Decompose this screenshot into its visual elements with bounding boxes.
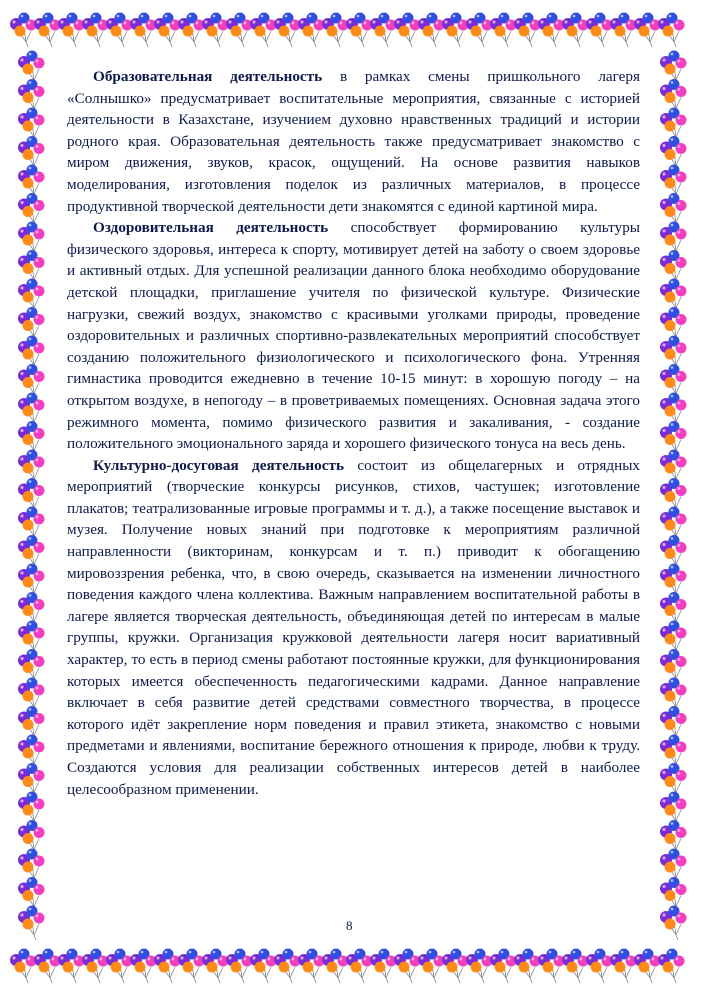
balloon-bunch-icon	[660, 906, 687, 941]
balloon-bunch-icon	[370, 949, 397, 984]
balloon-bunch-icon	[274, 13, 301, 48]
balloon-bunch-icon	[82, 13, 109, 48]
balloon-bunch-icon	[442, 13, 469, 48]
balloon-bunch-icon	[538, 13, 565, 48]
heading-educational: Образовательная деятельность	[93, 68, 323, 85]
balloon-bunch-icon	[586, 949, 613, 984]
heading-health: Оздоровительная деятельность	[93, 219, 329, 237]
balloon-bunch-icon	[586, 13, 613, 48]
balloon-bunch-icon	[34, 13, 61, 48]
balloon-bunch-icon	[10, 13, 37, 48]
balloon-bunch-icon	[466, 949, 493, 984]
balloon-bunch-icon	[370, 13, 397, 48]
balloon-bunch-icon	[10, 949, 37, 984]
balloon-bunch-icon	[442, 949, 469, 984]
balloon-bunch-icon	[658, 13, 685, 48]
balloon-bunch-icon	[610, 949, 637, 984]
balloon-bunch-icon	[634, 949, 661, 984]
paragraph-cultural-text: состоит из общелагерных и отрядных мероприятий (творческие конкурсы рисунков, стихов, частушек; изготовление плакатов; театрализованные игровые программы и т. д.), а также посещение выставок и музея. Получение новых знаний при подготовке к мероприятиям различной направленности (викторинам, конкурсам и т. п.) приводит к обогащению мировоззрения ребенка, что, в свою очередь, сказывается на изменении личностного поведения каждого члена коллектива. Важным направлением воспитательной работы в лагере является творческая деятельность, объединяющая детей по интересам в малые группы, кружки. Организация кружковой деятельности лагеря носит вариативный характер, то есть в период смены работают постоянные кружки, для функционирования которых имеется обеспеченность педагогическими кадрами. Данное направление включает в себя развитие детей средствами совместного творчества, в процессе которого идёт закрепление норм поведения и правил этикета, знакомство с новыми предметами и явлениями, воспитание бережного отношения к природе, любви к труду. Создаются условия для реализации собственных интересов детей в наиболее целесообразном применении.	[67, 456, 640, 798]
balloon-bunch-icon	[154, 13, 181, 48]
balloon-bunch-icon	[538, 949, 565, 984]
balloon-bunch-icon	[154, 949, 181, 984]
balloon-bunch-icon	[34, 949, 61, 984]
balloon-bunch-icon	[274, 949, 301, 984]
balloon-bunch-icon	[58, 949, 85, 984]
balloon-bunch-icon	[562, 13, 589, 48]
balloon-bunch-icon	[250, 13, 277, 48]
paragraph-educational-text: в рамках смены пришкольного лагеря «Солнышко» предусматривает воспитательные мероприятия, связанные с историей деятельности в Казахстане, изучением духовно нравственных традиций и истории родного края. Образовательная деятельность также предусматривает знакомство с миром движения, звуков, красок, ощущений. На основе развития навыков моделирования, изготовления поделок из различных материалов, в процессе продуктивной творческой деятельности дети знакомятся с единой картиной мира.	[67, 68, 640, 215]
balloon-bunch-icon	[346, 13, 373, 48]
balloon-bunch-icon	[634, 13, 661, 48]
balloon-bunch-icon	[130, 949, 157, 984]
balloon-bunch-icon	[106, 949, 133, 984]
balloon-bunch-icon	[298, 949, 325, 984]
heading-cultural: Культурно-досуговая деятельность	[93, 456, 344, 474]
balloon-bunch-icon	[130, 13, 157, 48]
balloon-bunch-icon	[514, 949, 541, 984]
paragraph-cultural	[67, 455, 640, 801]
balloon-bunch-icon	[18, 906, 45, 941]
paragraph-health-text: способствует формированию культуры физического здоровья, интереса к спорту, мотивирует детей на заботу о своем здоровье и активный отдых. Для успешной реализации данного блока необходимо оборудование детской площадки, приглашение учителя по физической культуре. Физические нагрузки, свежий воздух, знакомство с красивыми уголками природы, проведение оздоровительных и различных спортивно-развлекательных мероприятий способствует созданию положительного физиологического и психологического фона. Утренняя гимнастика проводится ежедневно в течение 10-15 минут: в хорошую погоду – на открытом воздухе, в непогоду – в проветриваемых помещениях. Основная задача этого режимного момента, помимо физического развития и закаливания, - создание положительного эмоционального заряда и хорошего физического тонуса на весь день.	[67, 219, 640, 453]
balloon-bunch-icon	[514, 13, 541, 48]
balloon-bunch-icon	[298, 13, 325, 48]
balloon-bunch-icon	[250, 949, 277, 984]
paragraph-educational	[67, 66, 640, 217]
balloon-bunch-icon	[658, 949, 685, 984]
balloon-bunch-icon	[322, 949, 349, 984]
balloon-bunch-icon	[58, 13, 85, 48]
balloon-bunch-icon	[490, 13, 517, 48]
balloon-bunch-icon	[346, 949, 373, 984]
balloon-bunch-icon	[178, 949, 205, 984]
balloon-bunch-icon	[178, 13, 205, 48]
balloon-bunch-icon	[202, 949, 229, 984]
balloon-bunch-icon	[418, 13, 445, 48]
page-number: 8	[346, 918, 353, 933]
document-body	[67, 66, 640, 800]
balloon-bunch-icon	[226, 13, 253, 48]
balloon-bunch-icon	[610, 13, 637, 48]
balloon-bunch-icon	[466, 13, 493, 48]
balloon-bunch-icon	[394, 13, 421, 48]
balloon-bunch-icon	[202, 13, 229, 48]
balloon-bunch-icon	[106, 13, 133, 48]
paragraph-health	[67, 217, 640, 455]
balloon-bunch-icon	[322, 13, 349, 48]
balloon-bunch-icon	[418, 949, 445, 984]
balloon-bunch-icon	[490, 949, 517, 984]
balloon-bunch-icon	[226, 949, 253, 984]
balloon-bunch-icon	[562, 949, 589, 984]
balloon-bunch-icon	[394, 949, 421, 984]
balloon-bunch-icon	[82, 949, 109, 984]
